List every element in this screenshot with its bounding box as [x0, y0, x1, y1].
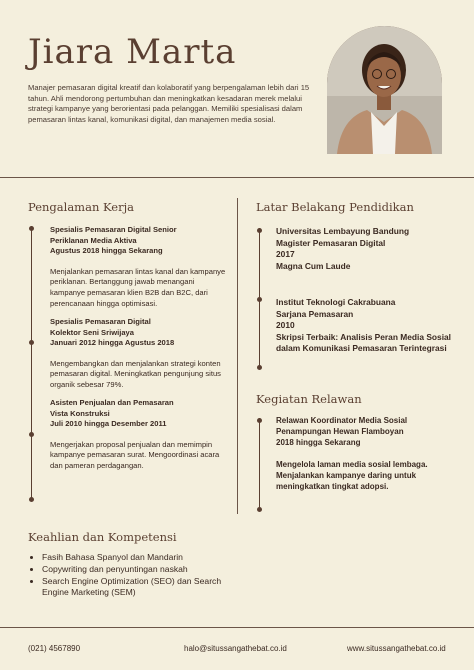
skill-item: • Fasih Bahasa Spanyol dan Mandarin	[42, 552, 232, 564]
timeline-dot	[257, 418, 262, 423]
timeline-dot	[257, 365, 262, 370]
timeline-dot	[257, 228, 262, 233]
contact-phone: (021) 4567890	[28, 644, 81, 653]
candidate-name: Jiara Marta	[28, 32, 237, 72]
contact-email[interactable]: halo@situssangathebat.co.id	[184, 644, 287, 653]
job-company: Periklanan Media Aktiva	[50, 235, 137, 245]
timeline-dot	[29, 226, 34, 231]
footer-divider	[0, 627, 474, 628]
honor: Magna Cum Laude	[276, 260, 351, 271]
job-role: Spesialis Pemasaran Digital Senior	[50, 225, 177, 234]
volunteer-timeline	[259, 418, 260, 510]
graduation-year: 2017	[276, 249, 295, 259]
job-period: Agustus 2018 hingga Sekarang	[50, 246, 163, 256]
school-name: Institut Teknologi Cakrabuana	[276, 297, 396, 307]
education-entry	[276, 297, 456, 355]
job-entry	[50, 398, 230, 472]
column-divider	[237, 198, 238, 514]
job-company: Vista Konstruksi	[50, 408, 110, 418]
skill-item: • Search Engine Optimization (SEO) dan Search Engine Marketing (SEM)	[42, 576, 232, 600]
job-description: Mengerjakan proposal penjualan dan memimpin kampanye pemasaran surat. Mengoordinasi acara dan pameran perdagangan.	[50, 439, 220, 470]
person-portrait-icon	[327, 26, 442, 154]
timeline-dot	[257, 507, 262, 512]
timeline-dot	[29, 340, 34, 345]
honor: Skripsi Terbaik: Analisis Peran Media Sosial dalam Komunikasi Pemasaran Terintegrasi	[276, 331, 452, 353]
skills-list	[28, 552, 232, 599]
timeline-dot	[29, 497, 34, 502]
volunteer-heading: Kegiatan Relawan	[256, 392, 362, 406]
experience-heading: Pengalaman Kerja	[28, 200, 135, 214]
job-entry	[50, 225, 230, 309]
skill-item: • Copywriting dan penyuntingan naskah	[42, 564, 232, 576]
profile-photo	[327, 26, 442, 154]
degree: Sarjana Pemasaran	[276, 308, 354, 319]
job-entry	[50, 317, 230, 391]
profile-summary: Manajer pemasaran digital kreatif dan kolaboratif yang berpengalaman lebih dari 15 tahun. Ahli mendorong pertumbuhan dan meningkatkan kesadaran merek melalui strategi kampanye yang berorientasi pada pelanggan. Memiliki spesialisasi dalam pemasaran lintas kanal, komunikasi digital, dan manajemen media sosial.	[28, 83, 310, 124]
volunteer-description: Mengelola laman media sosial lembaga. Menjalankan kampanye daring untuk meningkatkan tingkat adopsi.	[276, 460, 428, 491]
job-company: Kolektor Seni Sriwijaya	[50, 327, 134, 337]
volunteer-role: Relawan Koordinator Media Sosial	[276, 416, 408, 425]
education-heading: Latar Belakang Pendidikan	[256, 200, 414, 214]
header-divider	[0, 177, 474, 178]
education-entry	[276, 226, 456, 272]
timeline-dot	[257, 297, 262, 302]
volunteer-period: 2018 hingga Sekarang	[276, 438, 361, 447]
job-role: Spesialis Pemasaran Digital	[50, 317, 151, 326]
volunteer-entry	[276, 415, 456, 492]
volunteer-org: Penampungan Hewan Flamboyan	[276, 427, 404, 436]
job-period: Juli 2010 hingga Desember 2011	[50, 419, 167, 429]
job-description: Menjalankan pemasaran lintas kanal dan kampanye periklanan. Bertanggung jawab menangani kampanye pemasaran klien B2B dan B2C, dari perencanaan hingga optimisasi.	[50, 266, 226, 308]
contact-website[interactable]: www.situssangathebat.co.id	[347, 644, 446, 653]
skills-heading: Keahlian dan Kompetensi	[28, 530, 177, 544]
degree: Magister Pemasaran Digital	[276, 237, 386, 248]
graduation-year: 2010	[276, 320, 295, 330]
job-description: Mengembangkan dan menjalankan strategi konten pemasaran digital. Meningkatkan pengunjung situs organik sebesar 79%.	[50, 358, 221, 389]
experience-timeline	[31, 226, 32, 501]
timeline-dot	[29, 432, 34, 437]
school-name: Universitas Lembayung Bandung	[276, 226, 410, 236]
job-role: Asisten Penjualan dan Pemasaran	[50, 398, 174, 407]
job-period: Januari 2012 hingga Agustus 2018	[50, 338, 175, 348]
